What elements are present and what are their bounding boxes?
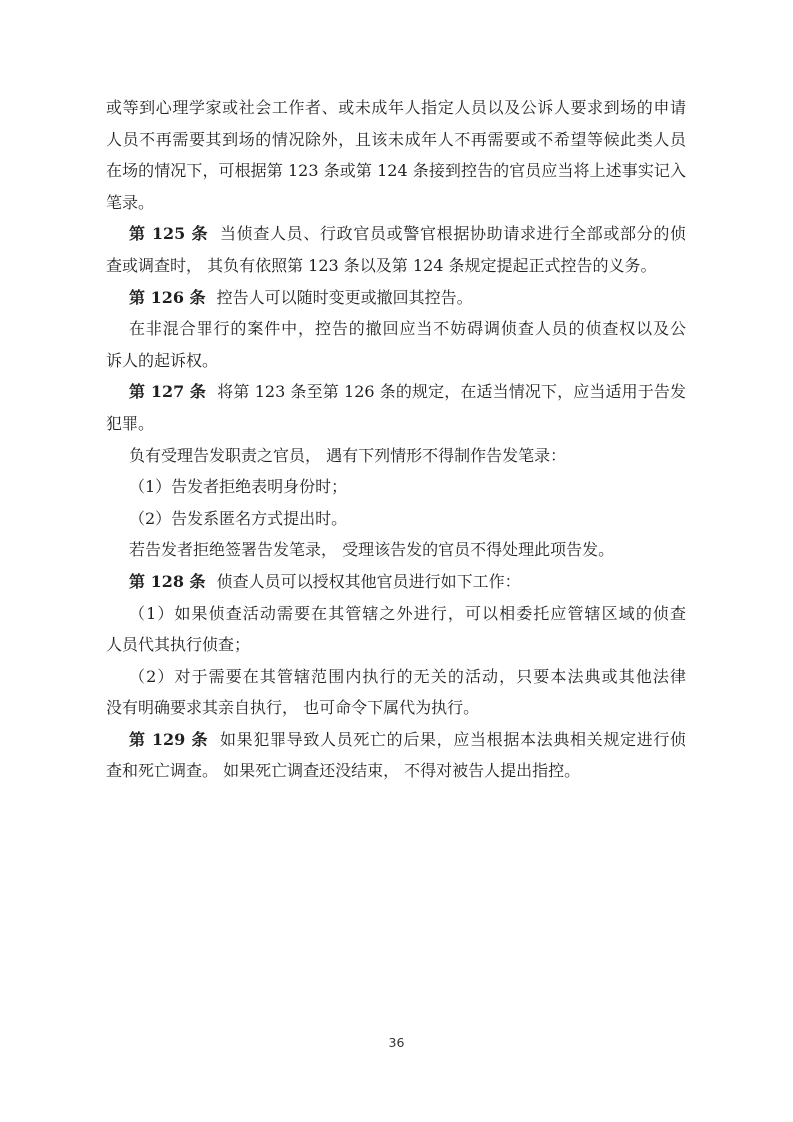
text-run: 将第 123 条至第 126 条的规定，在适当情况下，应当适用于告发 — [217, 382, 686, 402]
text-line — [106, 629, 686, 661]
text-run: 控告人可以随时变更或撤回其控告。 — [216, 287, 473, 307]
text-run: （1）告发者拒绝表明身份时； — [129, 477, 348, 497]
text-line — [106, 218, 686, 250]
text-line — [106, 376, 686, 408]
text-line — [106, 345, 686, 377]
text-line — [106, 155, 686, 187]
text-line — [106, 566, 686, 598]
text-line — [106, 408, 686, 440]
text-line — [106, 755, 686, 787]
paragraph — [106, 661, 686, 724]
paragraph — [106, 503, 686, 535]
paragraph — [106, 598, 686, 661]
text-block — [106, 92, 686, 787]
text-line — [106, 187, 686, 219]
text-run: 诉人的起诉权。 — [106, 350, 219, 370]
text-run: 人员代其执行侦查； — [106, 635, 251, 655]
text-line — [106, 598, 686, 630]
text-run: 没有明确要求其亲自执行， 也可命令下属代为执行。 — [106, 698, 480, 718]
paragraph — [106, 440, 686, 472]
paragraph — [106, 471, 686, 503]
text-run: 笔录。 — [106, 192, 155, 212]
paragraph — [106, 313, 686, 376]
paragraph — [106, 724, 686, 787]
text-run: （1）如果侦查活动需要在其管辖之外进行，可以相委托应管辖区域的侦查 — [129, 603, 686, 623]
text-line — [106, 534, 686, 566]
text-run: 在场的情况下，可根据第 123 条或第 124 条接到控告的官员应当将上述事实记入 — [106, 161, 686, 181]
text-line — [106, 92, 686, 124]
paragraph — [106, 534, 686, 566]
text-run: 负有受理告发职责之官员， 遇有下列情形不得制作告发笔录： — [129, 445, 567, 465]
paragraph — [106, 282, 686, 314]
text-run: 查或调查时， 其负有依照第 123 条以及第 124 条规定提起正式控告的义务。 — [106, 255, 657, 275]
text-run: 在非混合罪行的案件中，控告的撤回应当不妨碍调侦查人员的侦查权以及公 — [129, 319, 686, 339]
text-run: 侦查人员可以授权其他官员进行如下工作： — [216, 571, 521, 591]
text-line — [106, 661, 686, 693]
text-run: 如果犯罪导致人员死亡的后果，应当根据本法典相关规定进行侦 — [219, 729, 686, 749]
article-number: 第 127 条 — [129, 382, 207, 402]
paragraph — [106, 376, 686, 439]
text-run: 或等到心理学家或社会工作者、或未成年人指定人员以及公诉人要求到场的申请 — [106, 98, 686, 117]
text-line — [106, 440, 686, 472]
article-number: 第 128 条 — [129, 571, 206, 591]
text-run: 人员不再需要其到场的情况除外，且该未成年人不再需要或不希望等候此类人员 — [106, 129, 686, 149]
text-run: 查和死亡调查。 如果死亡调查还没结束， 不得对被告人提出指控。 — [106, 761, 581, 781]
text-line — [106, 692, 686, 724]
paragraph — [106, 566, 686, 598]
paragraph — [106, 218, 686, 281]
article-number: 第 125 条 — [129, 224, 209, 244]
text-line — [106, 724, 686, 756]
paragraph — [106, 92, 686, 218]
text-run: 若告发者拒绝签署告发笔录， 受理该告发的官员不得处理此项告发。 — [129, 540, 615, 560]
article-number: 第 129 条 — [129, 729, 209, 749]
text-run: 当侦查人员、行政官员或警官根据协助请求进行全部或部分的侦 — [219, 224, 686, 244]
text-line — [106, 503, 686, 535]
text-run: （2）告发系匿名方式提出时。 — [129, 508, 348, 528]
article-number: 第 126 条 — [129, 287, 206, 307]
text-run: （2）对于需要在其管辖范围内执行的无关的活动，只要本法典或其他法律 — [129, 666, 686, 686]
text-line — [106, 313, 686, 345]
text-line — [106, 250, 686, 282]
text-line — [106, 282, 686, 314]
text-line — [106, 471, 686, 503]
text-line — [106, 124, 686, 156]
page-number: 36 — [388, 1035, 405, 1050]
text-run: 犯罪。 — [106, 413, 155, 433]
